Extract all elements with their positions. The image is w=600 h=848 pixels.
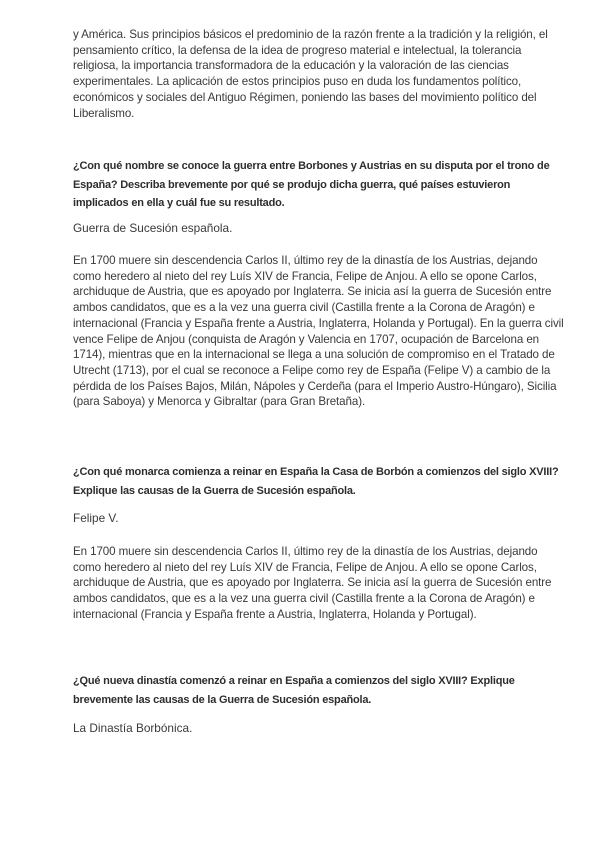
intro-paragraph: y América. Sus principios básicos el predominio de la razón frente a la tradición y la religión, el pensamiento crítico, la defensa de la idea de progreso material e intelectual, la tolerancia religiosa, la importancia transformadora de la educación y la valoración de las ciencias experimentales. La aplicación de estos principios puso en duda los fundamentos político, económicos y sociales del Antiguo Régimen, poniendo las bases del movimiento político del Liberalismo. — [73, 28, 548, 120]
question-1: ¿Con qué nombre se conoce la guerra entre Borbones y Austrias en su disputa por el trono de España? Describa brevemente por qué se produjo dicha guerra, qué países estuvieron implicados en ella y cuál fue su resultado. — [73, 160, 550, 209]
explanation-1: En 1700 muere sin descendencia Carlos II, último rey de la dinastía de los Austrias, dejando como heredero al nieto del rey Luís XIV de Francia, Felipe de Anjou. A ello se opone Carlos, archiduque de Austria, que es apoyado por Inglaterra. Se inicia así la guerra de Sucesión entre ambos candidatos, que es a la vez una guerra civil (Castilla frente a la Corona de Aragón) e internacional (Francia y España frente a Austria, Inglaterra, Holanda y Portugal). En la guerra civil vence Felipe de Anjou (conquista de Aragón y Valencia en 1707, ocupación de Barcelona en 1714), mientras que en la internacional se llega a una solución de compromiso en el Tratado de Utrecht (1713), por el cual se reconoce a Felipe como rey de España (Felipe V) a cambio de la pérdida de los Países Bajos, Milán, Nápoles y Cerdeña (para el Imperio Austro-Húngaro), Sicilia (para Saboya) y Menorca y Gibraltar (para Gran Bretaña). — [73, 254, 564, 409]
question-3: ¿Qué nueva dinastía comenzó a reinar en España a comienzos del siglo XVIII? Explique brevemente las causas de la Guerra de Sucesión española. — [73, 675, 515, 706]
question-2: ¿Con qué monarca comienza a reinar en España la Casa de Borbón a comienzos del siglo XVIII? Explique las causas de la Guerra de Sucesión española. — [73, 466, 559, 497]
answer-2: Felipe V. — [73, 511, 119, 525]
answer-3: La Dinastía Borbónica. — [73, 721, 193, 735]
answer-1: Guerra de Sucesión española. — [73, 221, 233, 235]
explanation-2: En 1700 muere sin descendencia Carlos II, último rey de la dinastía de los Austrias, dejando como heredero al nieto del rey Luís XIV de Francia, Felipe de Anjou. A ello se opone Carlos, archiduque de Austria, que es apoyado por Inglaterra. Se inicia así la guerra de Sucesión entre ambos candidatos, que es a la vez una guerra civil (Castilla frente a la Corona de Aragón) e internacional (Francia y España frente a Austria, Inglaterra, Holanda y Portugal). — [73, 545, 552, 621]
